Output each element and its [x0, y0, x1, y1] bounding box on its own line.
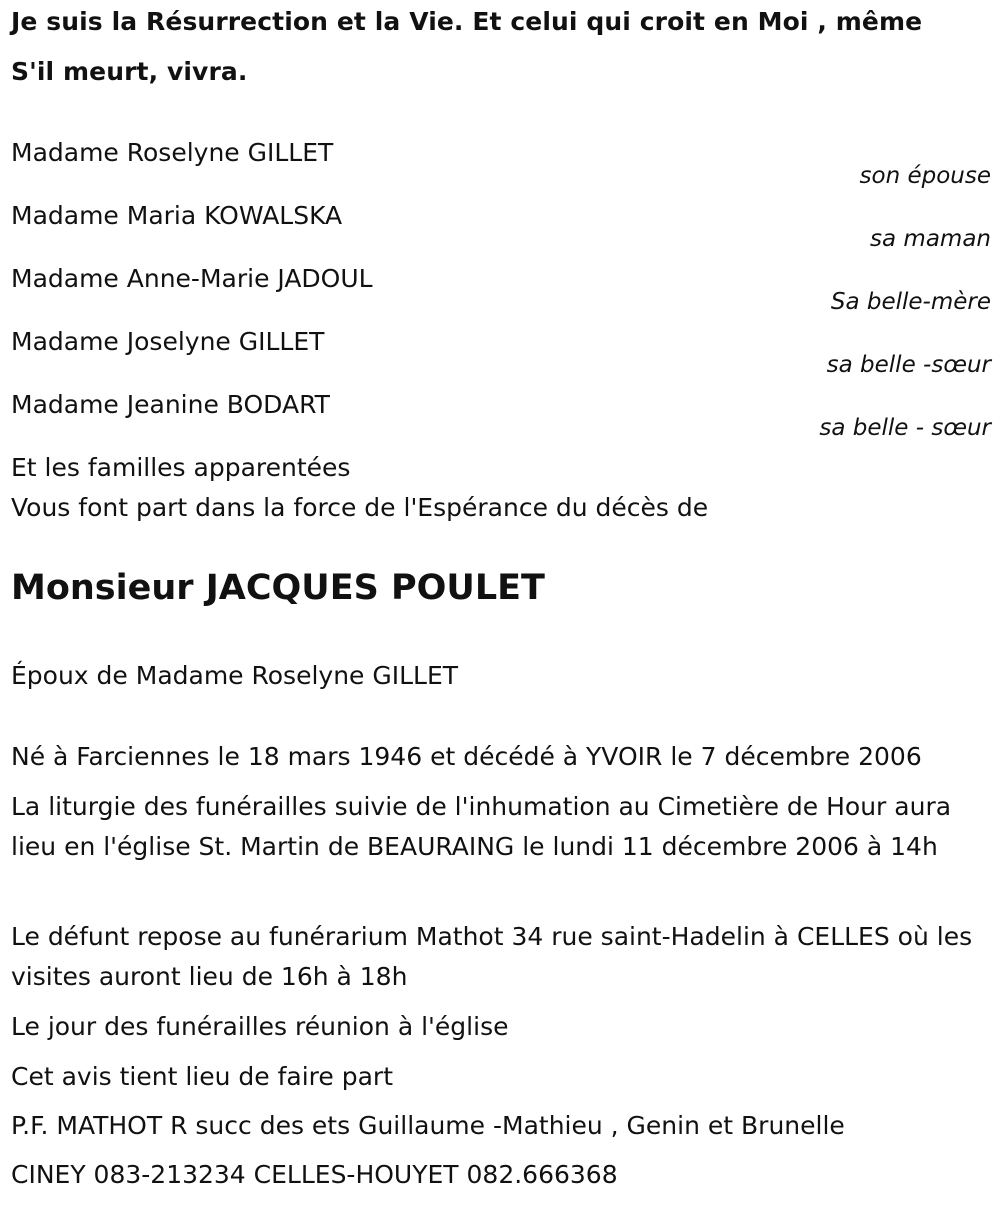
mourner-relation: Sa belle-mère [830, 289, 991, 315]
birth-death-line: Né à Farciennes le 18 mars 1946 et décédé à YVOIR le 7 décembre 2006 [11, 742, 922, 771]
mourner-relation: son épouse [859, 163, 991, 189]
meeting-line: Le jour des funérailles réunion à l'église [11, 1012, 509, 1041]
liturgy-paragraph: La liturgie des funérailles suivie de l'inhumation au Cimetière de Hour aura lieu en l'église St. Martin de BEAURAING le lundi 11 décembre 2006 à 14h [11, 792, 952, 861]
rest-paragraph: Le défunt repose au funérarium Mathot 34 rue saint-Hadelin à CELLES où les visites auront lieu de 16h à 18h [11, 922, 973, 991]
announce-line: Vous font part dans la force de l'Espérance du décès de [11, 493, 709, 522]
mourner-name: Madame Joselyne GILLET [11, 327, 325, 356]
mourner-name: Madame Maria KOWALSKA [11, 201, 343, 230]
mourner-name: Madame Jeanine BODART [11, 390, 330, 419]
verse-line-1: Je suis la Résurrection et la Vie. Et celui qui croit en Moi , même [11, 7, 923, 36]
families-line: Et les familles apparentées [11, 453, 351, 482]
phones-line: CINEY 083-213234 CELLES-HOUYET 082.666368 [11, 1160, 618, 1189]
mourner-relation: sa maman [870, 226, 991, 252]
funeral-home-line: P.F. MATHOT R succ des ets Guillaume -Mathieu , Genin et Brunelle [11, 1111, 845, 1140]
notice-line: Cet avis tient lieu de faire part [11, 1062, 393, 1091]
mourner-relation: sa belle -sœur [826, 352, 991, 378]
mourner-relation: sa belle - sœur [819, 415, 991, 441]
verse-line-2: S'il meurt, vivra. [11, 57, 248, 86]
spouse-line: Époux de Madame Roselyne GILLET [11, 661, 459, 690]
mourner-name: Madame Roselyne GILLET [11, 138, 334, 167]
deceased-title: Monsieur JACQUES POULET [11, 568, 545, 608]
mourner-name: Madame Anne-Marie JADOUL [11, 264, 373, 293]
